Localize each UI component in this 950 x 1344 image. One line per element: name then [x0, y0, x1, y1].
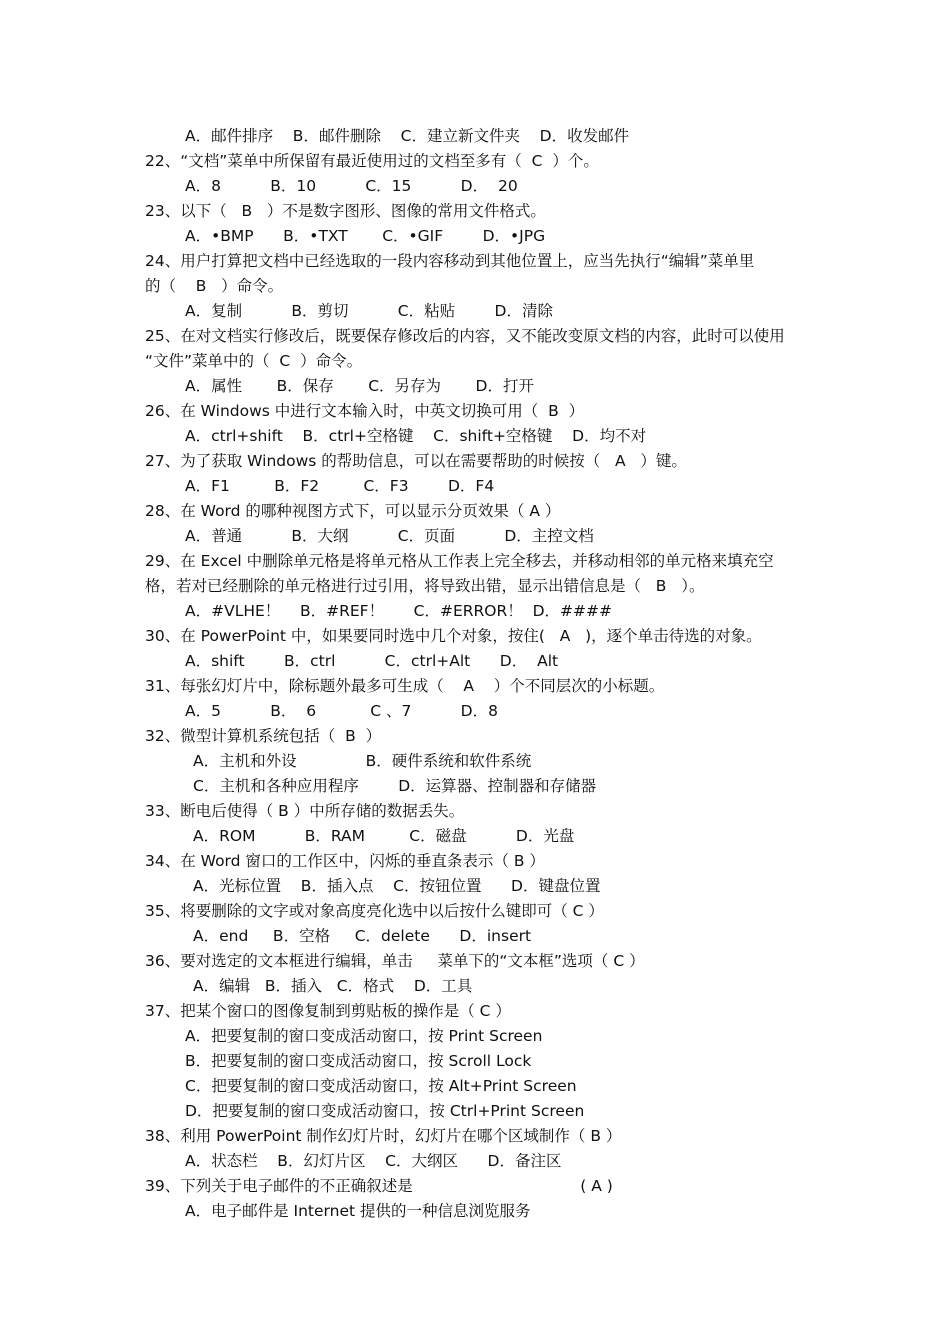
options-line: A．把要复制的窗口变成活动窗口，按 Print Screen	[185, 1027, 543, 1045]
options-line: D．把要复制的窗口变成活动窗口，按 Ctrl+Print Screen	[185, 1102, 585, 1120]
options-line: A．ROM B．RAM C．磁盘 D．光盘	[193, 827, 575, 845]
options-line: A．复制 B．剪切 C．粘贴 D．清除	[185, 302, 553, 320]
question-line: 22、“文档”菜单中所保留有最近使用过的文档至多有（ C ）个。	[145, 152, 599, 170]
question-line: 23、以下（ B ）不是数字图形、图像的常用文件格式。	[145, 202, 546, 220]
options-line: A．F1 B．F2 C．F3 D．F4	[185, 477, 495, 495]
options-line: A．5 B． 6 C 、7 D．8	[185, 702, 498, 720]
options-line: A．8 B．10 C．15 D． 20	[185, 177, 518, 195]
question-line: 24、用户打算把文档中已经选取的一段内容移动到其他位置上，应当先执行“编辑”菜单里	[145, 252, 755, 270]
options-line: C．把要复制的窗口变成活动窗口，按 Alt+Print Screen	[185, 1077, 577, 1095]
options-line: A．•BMP B．•TXT C．•GIF D．•JPG	[185, 227, 546, 245]
question-line: 27、为了获取 Windows 的帮助信息，可以在需要帮助的时候按（ A ）键。	[145, 452, 687, 470]
options-line: A．#VLHE！ B．#REF！ C．#ERROR！ D．####	[185, 602, 612, 620]
question-line: 39、下列关于电子邮件的不正确叙述是 ( A )	[145, 1177, 613, 1195]
question-line: 30、在 PowerPoint 中，如果要同时选中几个对象，按住( A )，逐个单击待选的对象。	[145, 627, 762, 645]
question-line: 34、在 Word 窗口的工作区中，闪烁的垂直条表示（ B ）	[145, 852, 545, 870]
options-line: A．编辑 B．插入 C．格式 D．工具	[193, 977, 473, 995]
options-line: A．end B．空格 C．delete D．insert	[193, 927, 532, 945]
question-line: 35、将要删除的文字或对象高度亮化选中以后按什么键即可（ C ）	[145, 902, 604, 920]
options-line: A．光标位置 B．插入点 C．按钮位置 D．键盘位置	[193, 877, 601, 895]
question-line: 32、微型计算机系统包括（ B ）	[145, 727, 382, 745]
options-line: A．电子邮件是 Internet 提供的一种信息浏览服务	[185, 1202, 531, 1220]
question-line: 33、断电后使得（ B ）中所存储的数据丢失。	[145, 802, 465, 820]
options-line: C．主机和各种应用程序 D．运算器、控制器和存储器	[193, 777, 597, 795]
question-line: 29、在 Excel 中删除单元格是将单元格从工作表上完全移去，并移动相邻的单元格来填充空	[145, 552, 774, 570]
question-continuation: 格，若对已经删除的单元格进行过引用，将导致出错，显示出错信息是（ B ）。	[145, 577, 705, 595]
question-line: 25、在对文档实行修改后，既要保存修改后的内容，又不能改变原文档的内容，此时可以使用	[145, 327, 785, 345]
options-line: A．主机和外设 B．硬件系统和软件系统	[193, 752, 532, 770]
question-continuation: “文件”菜单中的（ C ）命令。	[145, 352, 363, 370]
options-line: B．把要复制的窗口变成活动窗口，按 Scroll Lock	[185, 1052, 532, 1070]
question-continuation: 的（ B ）命令。	[145, 277, 284, 295]
options-line: A．普通 B．大纲 C．页面 D．主控文档	[185, 527, 594, 545]
question-line: 38、利用 PowerPoint 制作幻灯片时，幻灯片在哪个区域制作（ B ）	[145, 1127, 622, 1145]
options-line: A．邮件排序 B．邮件删除 C．建立新文件夹 D．收发邮件	[185, 127, 630, 145]
question-line: 26、在 Windows 中进行文本输入时，中英文切换可用（ B ）	[145, 402, 585, 420]
options-line: A．状态栏 B．幻灯片区 C．大纲区 D．备注区	[185, 1152, 562, 1170]
options-line: A．属性 B．保存 C．另存为 D．打开	[185, 377, 534, 395]
question-line: 36、要对选定的文本框进行编辑，单击 菜单下的“文本框”选项（ C ）	[145, 952, 645, 970]
question-line: 37、把某个窗口的图像复制到剪贴板的操作是（ C ）	[145, 1002, 511, 1020]
options-line: A．ctrl+shift B．ctrl+空格键 C．shift+空格键 D．均不对	[185, 427, 647, 445]
options-line: A．shift B．ctrl C．ctrl+Alt D． Alt	[185, 652, 559, 670]
question-line: 31、每张幻灯片中，除标题外最多可生成（ A ）个不同层次的小标题。	[145, 677, 665, 695]
question-line: 28、在 Word 的哪种视图方式下，可以显示分页效果（ A ）	[145, 502, 561, 520]
